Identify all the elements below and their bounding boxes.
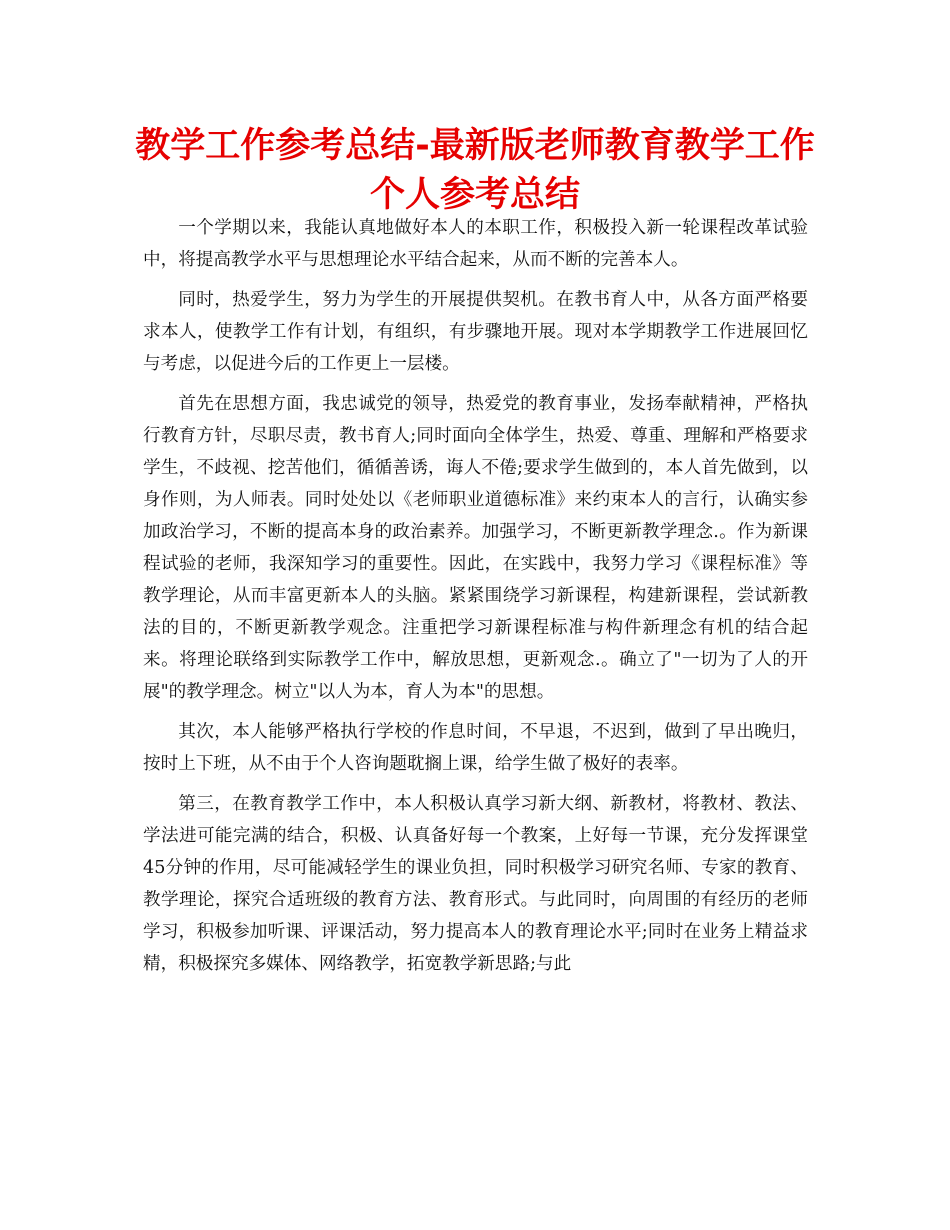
paragraph-1: 一个学期以来，我能认真地做好本人的本职工作，积极投入新一轮课程改革试验中，将提高教学水平与思想理论水平结合起来，从而不断的完善本人。 xyxy=(143,218,808,270)
paragraph-4: 其次，本人能够严格执行学校的作息时间，不早退，不迟到，做到了早出晚归，按时上下班，从不由于个人咨询题耽搁上课，给学生做了极好的表率。 xyxy=(143,722,808,774)
paragraph-5: 第三，在教育教学工作中，本人积极认真学习新大纲、新教材，将教材、教法、学法进可能完满的结合，积极、认真备好每一个教案，上好每一节课，充分发挥课堂45分钟的作用，尽可能减轻学生的课业负担，同时积极学习研究名师、专家的教育、教学理论，探究合适班级的教育方法、教育形式。与此同时，向周围的有经历的老师学习，积极参加听课、评课活动，努力提高本人的教育理论水平;同时在业务上精益求精，积极探究多媒体、网络教学，拓宽教学新思路;与此 xyxy=(143,794,808,974)
paragraph-2: 同时，热爱学生，努力为学生的开展提供契机。在教书育人中，从各方面严格要求本人，使教学工作有计划，有组织，有步骤地开展。现对本学期教学工作进展回忆与考虑，以促进今后的工作更上一层楼。 xyxy=(143,290,808,374)
document-title: 教学工作参考总结-最新版老师教育教学工作个人参考总结 xyxy=(135,126,815,215)
document-body xyxy=(143,212,808,988)
paragraph-3: 首先在思想方面，我忠诚党的领导，热爱党的教育事业，发扬奉献精神，严格执行教育方针，尽职尽责，教书育人;同时面向全体学生，热爱、尊重、理解和严格要求学生，不歧视、挖苦他们，循循善诱，诲人不倦;要求学生做到的，本人首先做到，以身作则，为人师表。同时处处以《老师职业道德标准》来约束本人的言行，认确实参加政治学习，不断的提高本身的政治素养。加强学习，不断更新教学理念.。作为新课程试验的老师，我深知学习的重要性。因此，在实践中，我努力学习《课程标准》等教学理论，从而丰富更新本人的头脑。紧紧围绕学习新课程，构建新课程，尝试新教法的目的，不断更新教学观念。注重把学习新课程标准与构件新理念有机的结合起来。将理论联络到实际教学工作中，解放思想，更新观念.。确立了"一切为了人的开展"的教学理念。树立"以人为本，育人为本"的思想。 xyxy=(143,394,808,702)
